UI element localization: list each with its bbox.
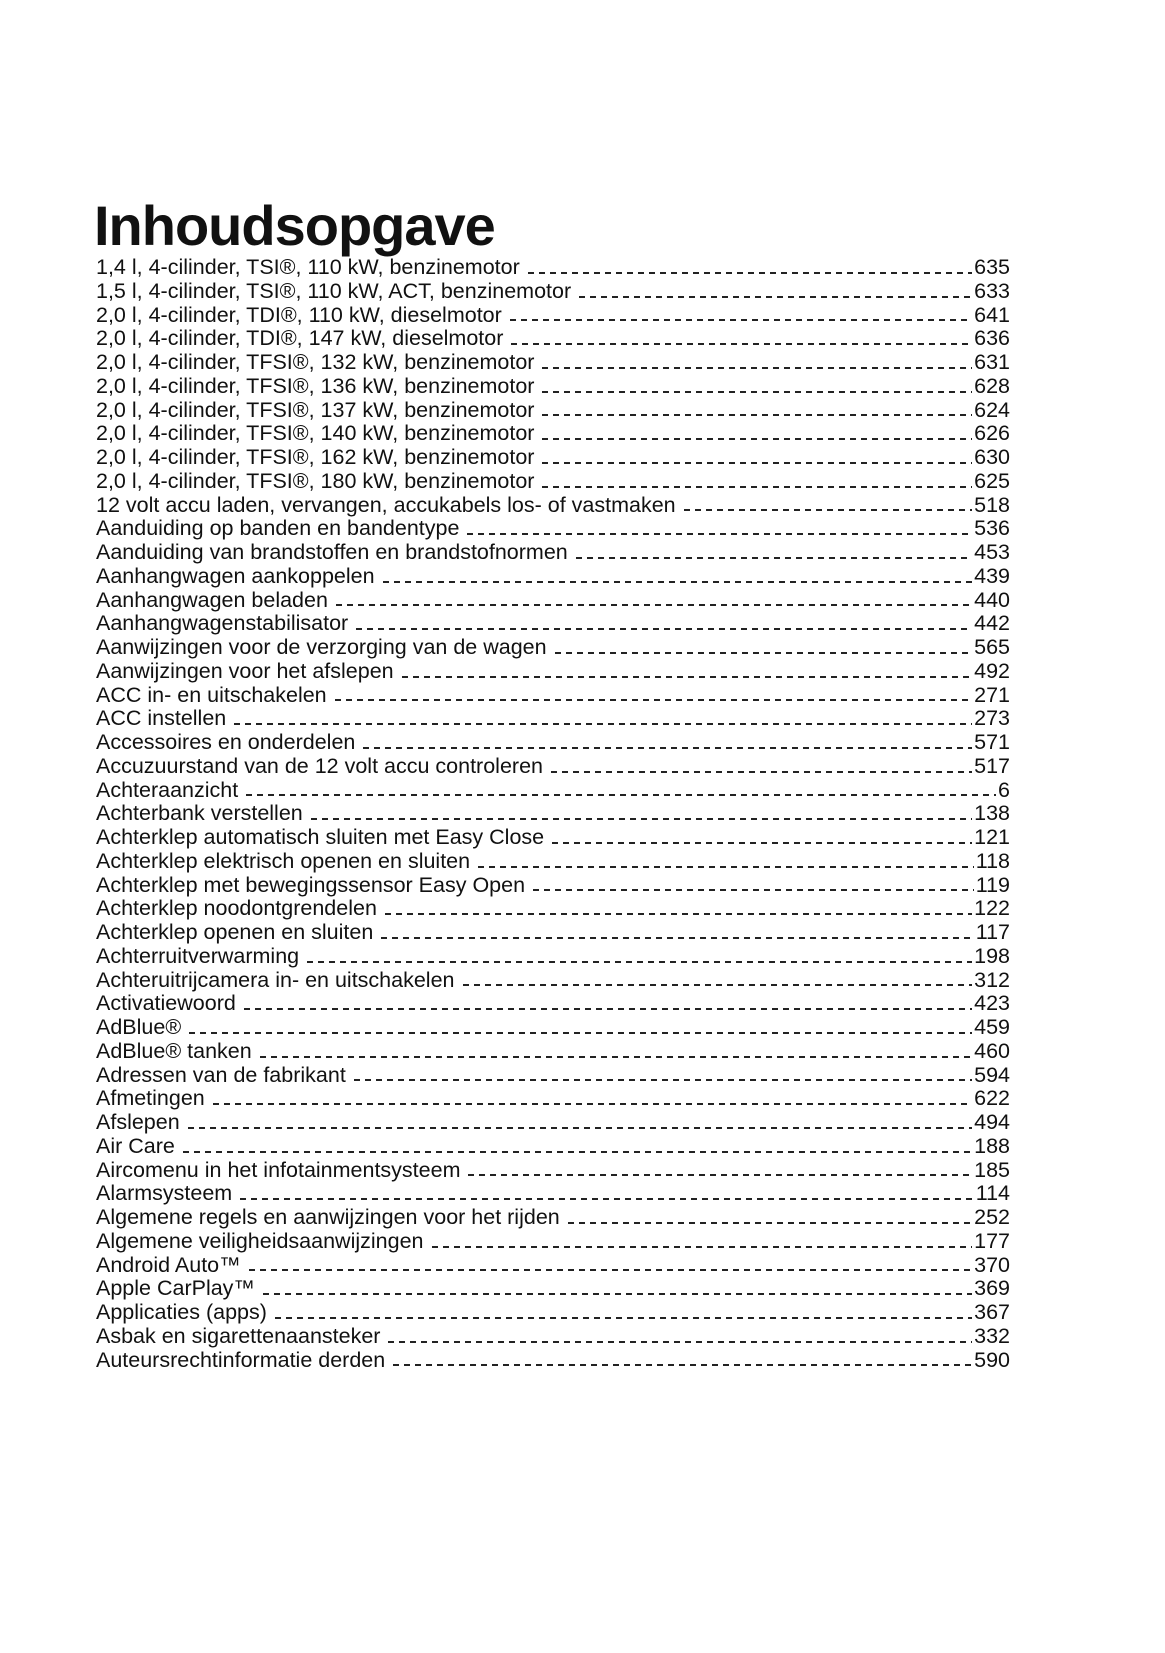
toc-entry-page: 271 [974, 682, 1010, 707]
toc-entry-page: 252 [974, 1205, 1010, 1229]
dot-leader [385, 913, 972, 915]
toc-entry-page: 492 [974, 658, 1010, 683]
toc-entry-label: Aanduiding op banden en bandentype [96, 516, 460, 541]
dot-leader [188, 1127, 972, 1129]
dot-leader [542, 367, 972, 369]
toc-entry-label: 2,0 l, 4-cilinder, TFSI®, 137 kW, benzinemotor [96, 397, 535, 422]
toc-entry-page: 518 [974, 492, 1010, 517]
toc-entry-label: 2,0 l, 4-cilinder, TFSI®, 136 kW, benzinemotor [96, 373, 535, 398]
toc-entry[interactable] [96, 802, 1010, 826]
toc-entry-page: 367 [974, 1300, 1010, 1324]
toc-entry[interactable] [96, 779, 1010, 803]
toc-entry-label: Aanhangwagen aankoppelen [96, 563, 375, 588]
toc-entry-label: 1,4 l, 4-cilinder, TSI®, 110 kW, benzinemotor [96, 255, 520, 279]
toc-entry-page: 594 [974, 1062, 1010, 1087]
toc-entry[interactable] [96, 660, 1010, 684]
toc-entry-page: 628 [974, 373, 1010, 398]
dot-leader [388, 1341, 972, 1343]
dot-leader [555, 652, 973, 654]
toc-entry-page: 636 [974, 326, 1010, 351]
toc-entry-page: 517 [974, 753, 1010, 778]
toc-entry-label: Aircomenu in het infotainmentsysteem [96, 1157, 461, 1182]
toc-entry-label: Achterruitverwarming [96, 943, 300, 968]
toc-entry-label: Adressen van de fabrikant [96, 1062, 346, 1087]
dot-leader [511, 343, 972, 345]
toc-entry[interactable] [96, 1111, 1010, 1135]
toc-entry[interactable] [96, 470, 1010, 494]
dot-leader [684, 509, 972, 511]
toc-entry[interactable] [96, 992, 1010, 1016]
toc-entry[interactable] [96, 256, 1010, 280]
dot-leader [510, 319, 972, 321]
toc-entry[interactable] [96, 1301, 1010, 1325]
dot-leader [260, 1056, 972, 1058]
dot-leader [234, 723, 972, 725]
dot-leader [467, 533, 972, 535]
dot-leader [363, 747, 972, 749]
toc-entry-label: Aanwijzingen voor de verzorging van de wagen [96, 635, 547, 659]
toc-entry[interactable] [96, 304, 1010, 328]
dot-leader [542, 486, 972, 488]
dot-leader [579, 296, 972, 298]
toc-entry[interactable] [96, 399, 1010, 423]
toc-entry[interactable] [96, 612, 1010, 636]
toc-entry-page: 369 [974, 1276, 1010, 1301]
toc-entry[interactable] [96, 921, 1010, 945]
toc-entry-label: Auteursrechtinformatie derden [96, 1347, 386, 1372]
toc-entry-label: Accuzuurstand van de 12 volt accu controleren [96, 753, 543, 778]
dot-leader [335, 699, 972, 701]
toc-entry[interactable] [96, 1254, 1010, 1278]
dot-leader [576, 557, 972, 559]
table-of-contents [96, 256, 1010, 1372]
toc-entry-page: 117 [975, 920, 1010, 944]
toc-entry-page: 453 [974, 540, 1010, 564]
toc-entry-label: Achterklep elektrisch openen en sluiten [96, 848, 471, 873]
toc-entry[interactable] [96, 517, 1010, 541]
dot-leader [381, 937, 973, 939]
toc-entry[interactable] [96, 1206, 1010, 1230]
toc-entry-page: 6 [998, 777, 1010, 802]
toc-entry-label: Afslepen [96, 1110, 180, 1134]
toc-entry-page: 439 [974, 563, 1010, 588]
toc-entry[interactable] [96, 1064, 1010, 1088]
dot-leader [275, 1317, 972, 1319]
dot-leader [533, 889, 974, 891]
toc-entry-label: Achteruitrijcamera in- en uitschakelen [96, 967, 455, 992]
dot-leader [307, 961, 972, 963]
dot-leader [551, 771, 972, 773]
dot-leader [249, 1269, 973, 1271]
toc-entry-label: Alarmsysteem [96, 1181, 233, 1206]
toc-entry-label: Aanhangwagenstabilisator [96, 611, 349, 636]
toc-entry[interactable] [96, 589, 1010, 613]
toc-entry-page: 114 [975, 1181, 1010, 1206]
toc-entry-label: AdBlue® tanken [96, 1038, 252, 1063]
toc-entry[interactable] [96, 1159, 1010, 1183]
dot-leader [402, 676, 973, 678]
toc-entry-page: 641 [974, 302, 1010, 327]
toc-entry-page: 442 [974, 611, 1010, 636]
dot-leader [542, 462, 972, 464]
toc-entry[interactable] [96, 874, 1010, 898]
toc-entry[interactable] [96, 422, 1010, 446]
toc-entry-label: Applicaties (apps) [96, 1300, 267, 1324]
toc-entry-label: Android Auto™ [96, 1252, 241, 1277]
toc-entry-label: Asbak en sigarettenaansteker [96, 1323, 381, 1348]
toc-entry-page: 590 [974, 1347, 1010, 1372]
dot-leader [463, 984, 973, 986]
toc-entry[interactable] [96, 1230, 1010, 1254]
toc-entry[interactable] [96, 541, 1010, 565]
dot-leader [183, 1151, 972, 1153]
toc-entry-label: Achterklep met bewegingssensor Easy Open [96, 872, 526, 897]
toc-entry-page: 460 [974, 1038, 1010, 1063]
dot-leader [213, 1103, 972, 1105]
toc-entry-page: 630 [974, 445, 1010, 469]
toc-entry-page: 565 [974, 635, 1010, 659]
toc-entry-label: Achterklep automatisch sluiten met Easy Close [96, 825, 545, 849]
dot-leader [246, 794, 996, 796]
toc-entry[interactable] [96, 446, 1010, 470]
toc-entry-label: Achterklep noodontgrendelen [96, 896, 377, 921]
toc-entry-page: 633 [974, 278, 1010, 303]
toc-entry[interactable] [96, 327, 1010, 351]
dot-leader [478, 866, 974, 868]
toc-entry-page: 571 [974, 730, 1010, 754]
dot-leader [244, 1008, 972, 1010]
dot-leader [528, 272, 972, 274]
toc-entry-page: 625 [974, 468, 1010, 493]
dot-leader [240, 1198, 974, 1200]
toc-entry-label: Algemene regels en aanwijzingen voor het rijden [96, 1205, 560, 1229]
dot-leader [336, 604, 972, 606]
toc-entry-label: AdBlue® [96, 1015, 182, 1039]
toc-entry[interactable] [96, 1135, 1010, 1159]
page-title: Inhoudsopgave [94, 194, 495, 257]
toc-entry-label: Achterbank verstellen [96, 801, 303, 826]
dot-leader [432, 1246, 973, 1248]
toc-entry[interactable] [96, 850, 1010, 874]
toc-entry[interactable] [96, 684, 1010, 708]
toc-entry-label: 2,0 l, 4-cilinder, TFSI®, 140 kW, benzinemotor [96, 421, 535, 446]
toc-entry-page: 332 [974, 1323, 1010, 1348]
toc-entry-page: 624 [974, 397, 1010, 422]
toc-entry-label: 1,5 l, 4-cilinder, TSI®, 110 kW, ACT, benzinemotor [96, 278, 572, 303]
dot-leader [542, 391, 972, 393]
dot-leader [383, 581, 973, 583]
toc-entry[interactable] [96, 565, 1010, 589]
toc-entry-page: 119 [975, 872, 1010, 897]
toc-entry[interactable] [96, 731, 1010, 755]
toc-entry[interactable] [96, 494, 1010, 518]
dot-leader [552, 842, 972, 844]
toc-entry-page: 177 [974, 1228, 1010, 1253]
toc-entry-label: Apple CarPlay™ [96, 1276, 255, 1301]
dot-leader [189, 1032, 972, 1034]
dot-leader [568, 1222, 972, 1224]
toc-entry-page: 121 [974, 825, 1010, 849]
toc-entry-page: 138 [974, 801, 1010, 826]
dot-leader [542, 414, 972, 416]
toc-entry[interactable] [96, 1182, 1010, 1206]
toc-entry-label: 2,0 l, 4-cilinder, TDI®, 147 kW, dieselmotor [96, 326, 504, 351]
toc-entry[interactable] [96, 1016, 1010, 1040]
toc-entry-label: 2,0 l, 4-cilinder, TDI®, 110 kW, dieselmotor [96, 302, 502, 327]
dot-leader [263, 1293, 972, 1295]
toc-entry-page: 635 [974, 255, 1010, 279]
toc-entry-label: 2,0 l, 4-cilinder, TFSI®, 132 kW, benzinemotor [96, 350, 535, 374]
toc-entry-label: ACC in- en uitschakelen [96, 682, 327, 707]
toc-entry-label: Aanduiding van brandstoffen en brandstofnormen [96, 540, 568, 564]
dot-leader [468, 1174, 972, 1176]
toc-entry-page: 622 [974, 1086, 1010, 1111]
toc-entry-label: Achterklep openen en sluiten [96, 920, 374, 944]
toc-entry-page: 122 [974, 896, 1010, 921]
toc-entry[interactable] [96, 1277, 1010, 1301]
toc-entry-label: Air Care [96, 1133, 175, 1158]
toc-entry[interactable] [96, 1325, 1010, 1349]
toc-entry[interactable] [96, 1349, 1010, 1373]
toc-entry-page: 185 [974, 1157, 1010, 1182]
toc-entry-page: 459 [974, 1015, 1010, 1039]
toc-entry[interactable] [96, 1087, 1010, 1111]
toc-entry-label: Aanhangwagen beladen [96, 587, 328, 612]
toc-entry-label: Achteraanzicht [96, 777, 239, 802]
toc-entry-page: 423 [974, 991, 1010, 1016]
toc-entry[interactable] [96, 375, 1010, 399]
toc-entry-page: 440 [974, 587, 1010, 612]
toc-entry-label: Aanwijzingen voor het afslepen [96, 658, 394, 683]
toc-entry[interactable] [96, 351, 1010, 375]
toc-entry[interactable] [96, 945, 1010, 969]
toc-entry[interactable] [96, 1040, 1010, 1064]
toc-entry-label: Accessoires en onderdelen [96, 730, 356, 754]
toc-entry[interactable] [96, 969, 1010, 993]
toc-entry[interactable] [96, 755, 1010, 779]
toc-entry-page: 370 [974, 1252, 1010, 1277]
toc-entry-label: Afmetingen [96, 1086, 205, 1111]
toc-entry-page: 188 [974, 1133, 1010, 1158]
toc-entry-page: 273 [974, 706, 1010, 731]
toc-entry[interactable] [96, 280, 1010, 304]
toc-entry-page: 494 [974, 1110, 1010, 1134]
toc-entry-label: 2,0 l, 4-cilinder, TFSI®, 162 kW, benzinemotor [96, 445, 535, 469]
toc-entry[interactable] [96, 707, 1010, 731]
toc-entry-label: ACC instellen [96, 706, 227, 731]
dot-leader [311, 818, 972, 820]
toc-entry-label: 12 volt accu laden, vervangen, accukabels los- of vastmaken [96, 492, 676, 517]
dot-leader [393, 1364, 972, 1366]
toc-entry-label: 2,0 l, 4-cilinder, TFSI®, 180 kW, benzinemotor [96, 468, 535, 493]
toc-entry-page: 312 [974, 967, 1010, 992]
toc-entry-page: 118 [975, 848, 1010, 873]
toc-entry-page: 631 [974, 350, 1010, 374]
dot-leader [354, 1079, 972, 1081]
toc-entry[interactable] [96, 636, 1010, 660]
toc-entry-label: Activatiewoord [96, 991, 236, 1016]
toc-entry-label: Algemene veiligheidsaanwijzingen [96, 1228, 424, 1253]
toc-entry-page: 626 [974, 421, 1010, 446]
dot-leader [542, 438, 972, 440]
toc-entry-page: 536 [974, 516, 1010, 541]
toc-entry[interactable] [96, 897, 1010, 921]
toc-entry[interactable] [96, 826, 1010, 850]
dot-leader [356, 628, 972, 630]
toc-entry-page: 198 [974, 943, 1010, 968]
